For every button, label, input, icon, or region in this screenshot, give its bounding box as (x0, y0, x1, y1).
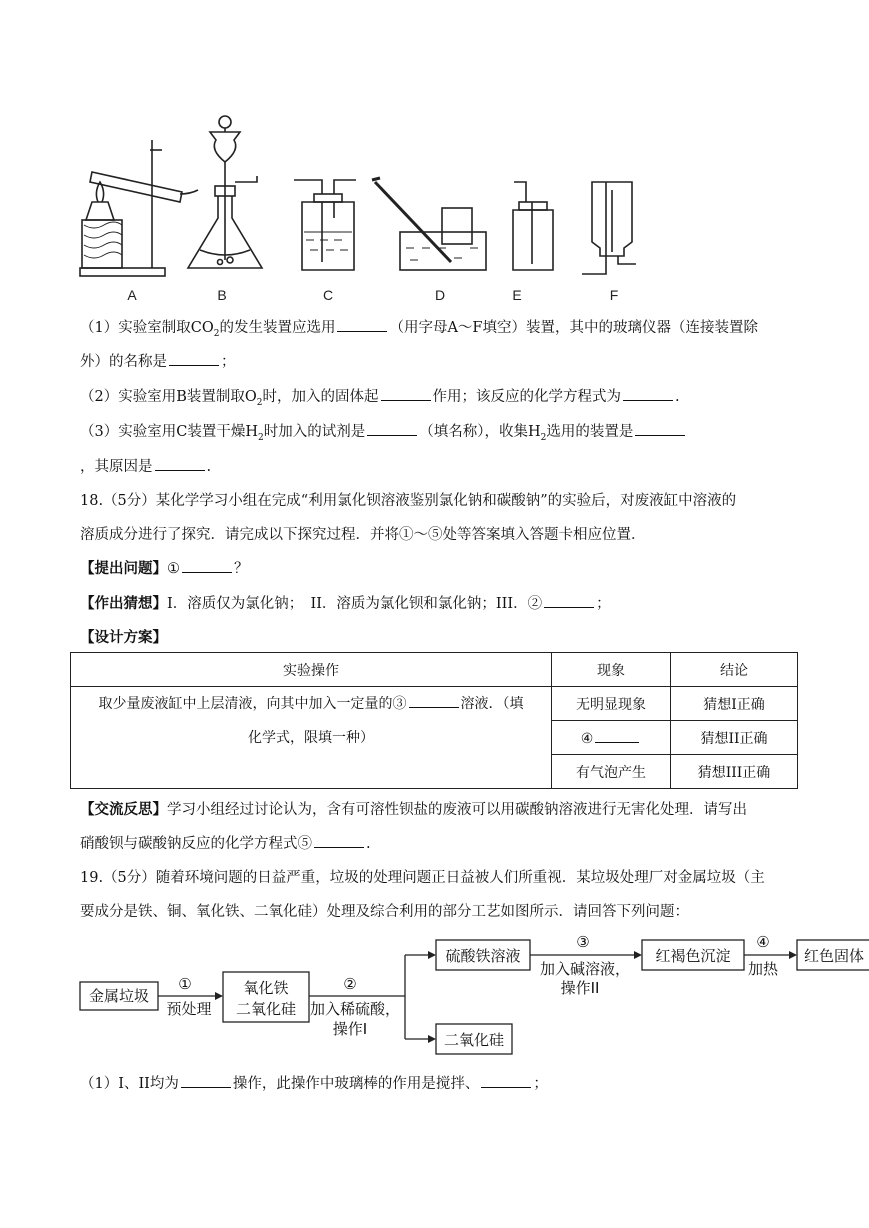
section-label: 【设计方案】 (80, 629, 167, 646)
q18-intro-line2: 溶质成分进行了探究．请完成以下探究过程．并将①～⑤处等答案填入答题卡相应位置． (80, 527, 646, 543)
answer-blank[interactable] (481, 1073, 531, 1088)
header-conclusion: 结论 (671, 653, 798, 687)
text: ① (167, 561, 180, 577)
label-a: A (127, 287, 137, 303)
sub: 2 (213, 328, 220, 339)
step4-text: 加热 (747, 960, 779, 978)
text: ； (533, 1076, 548, 1092)
apparatus-f (582, 182, 636, 274)
text: 学习小组经过讨论认为，含有可溶性钡盐的废液可以用碳酸钠溶液进行无害化处理．请写出 (167, 802, 747, 818)
header-operation: 实验操作 (71, 653, 552, 687)
section-label: 【提出问题】 (80, 560, 167, 577)
apparatus-b (188, 116, 262, 268)
answer-blank[interactable] (409, 693, 459, 708)
experiment-table (70, 652, 798, 789)
box4-text: 二氧化硅 (443, 1031, 505, 1049)
text: . (366, 836, 371, 852)
step1-text: 预处理 (166, 1000, 212, 1018)
q17-part2 (80, 385, 680, 408)
answer-blank[interactable] (314, 833, 364, 848)
text: . (206, 459, 212, 475)
sub: 2 (540, 432, 547, 443)
text: 时，加入的固体起 (262, 389, 379, 405)
box2-line2: 二氧化硅 (235, 1000, 297, 1018)
q17-part3-line2 (80, 455, 211, 476)
box2-line1: 氧化铁 (243, 979, 289, 997)
answer-blank[interactable] (595, 728, 639, 743)
label-f: F (609, 287, 619, 303)
step3-line2: 操作II (560, 979, 600, 997)
text: （1）实验室制取CO (80, 320, 214, 336)
answer-blank[interactable] (367, 421, 417, 436)
text: 选用的装置是 (546, 424, 634, 440)
q18-reflect-line2 (80, 832, 371, 853)
text: 的发生装置应选用 (219, 320, 336, 336)
answer-blank[interactable] (182, 558, 232, 573)
step3-num: ③ (576, 933, 590, 951)
answer-blank[interactable] (544, 593, 594, 608)
step3-line1: 加入碱溶液， (539, 960, 631, 978)
text: （3）实验室用C装置干燥H (80, 424, 258, 440)
text: ④ (580, 731, 594, 747)
q18-ask (80, 557, 249, 578)
box1-text: 金属垃圾 (88, 987, 150, 1005)
text: 化学式，限填一种） (248, 730, 374, 746)
label-c: C (322, 287, 334, 303)
label-d: D (434, 287, 446, 303)
conclusion-cell: 猜想II正确 (671, 721, 798, 755)
step1-num: ① (178, 975, 192, 993)
text: （用字母A～F填空）装置，其中的玻璃仪器（连接装置除 (389, 320, 758, 336)
text: （1）I、II均为 (80, 1076, 179, 1092)
text: 取少量废液缸中上层清液，向其中加入一定量的③ (98, 696, 407, 712)
q17-part3 (80, 420, 687, 443)
text: ，其原因是 (80, 459, 153, 475)
answer-blank[interactable] (155, 456, 205, 471)
box3-text: 硫酸铁溶液 (445, 947, 521, 965)
answer-blank[interactable] (381, 386, 431, 401)
label-e: E (512, 287, 522, 303)
text: 硝酸钡与碳酸钠反应的化学方程式⑤ (80, 836, 312, 852)
box6-text: 红色固体 (803, 947, 865, 965)
text: 作用；该反应的化学方程式为 (432, 389, 622, 405)
apparatus-d (372, 178, 486, 270)
text: （填名称），收集H (419, 424, 541, 440)
text: 操作，此操作中玻璃棒的作用是搅拌、 (232, 1076, 480, 1092)
sub: 2 (257, 432, 264, 443)
text: 溶液．（填 (460, 696, 524, 712)
phenomenon-cell (552, 721, 671, 755)
text: ； (221, 354, 236, 370)
step4-num: ④ (756, 933, 770, 951)
operation-cell (71, 687, 552, 789)
text: . (675, 389, 680, 405)
q19-intro-line1: 19.（5分）随着环境问题的日益严重，垃圾的处理问题正日益被人们所重视．某垃圾处理厂对金属垃圾（主 (80, 870, 765, 886)
phenomenon-cell: 无明显现象 (552, 687, 671, 721)
conclusion-cell: 猜想III正确 (671, 755, 798, 789)
text: 时加入的试剂是 (263, 424, 366, 440)
apparatus-c (294, 180, 356, 270)
text: I．溶质仅为氯化钠； II．溶质为氯化钡和氯化钠；III．② (167, 596, 543, 612)
q19-intro-line2: 要成分是铁、铜、氧化铁、二氧化硅）处理及综合利用的部分工艺如图所示．请回答下列问题： (80, 904, 689, 920)
box5-text: 红褐色沉淀 (655, 947, 731, 965)
section-label: 【作出猜想】 (80, 595, 167, 612)
q17-part1-line1 (80, 316, 758, 339)
apparatus-e (513, 182, 553, 270)
answer-blank[interactable] (169, 351, 219, 366)
step2-line1: 加入稀硫酸， (309, 1000, 401, 1018)
label-b: B (217, 287, 227, 303)
text: ； (596, 596, 611, 612)
answer-blank[interactable] (337, 317, 387, 332)
conclusion-cell: 猜想I正确 (671, 687, 798, 721)
sub: 2 (256, 397, 263, 408)
header-phenomenon: 现象 (552, 653, 671, 687)
apparatus-a (80, 140, 198, 276)
step2-line2: 操作I (332, 1020, 368, 1038)
text: ？ (234, 561, 249, 577)
text: （2）实验室用B装置制取O (80, 389, 257, 405)
q18-intro-line1: 18.（5分）某化学学习小组在完成“利用氯化钡溶液鉴别氯化钠和碳酸钠”的实验后，对废液缸中溶液的 (80, 493, 737, 509)
q18-design (80, 626, 167, 647)
q18-reflect (80, 798, 747, 819)
q19-part1 (80, 1072, 548, 1093)
text: 外）的名称是 (80, 354, 167, 370)
section-label: 【交流反思】 (80, 801, 167, 818)
answer-blank[interactable] (635, 421, 685, 436)
step2-num: ② (343, 975, 357, 993)
answer-blank[interactable] (181, 1073, 231, 1088)
phenomenon-cell: 有气泡产生 (552, 755, 671, 789)
answer-blank[interactable] (623, 386, 673, 401)
q18-guess (80, 592, 611, 613)
apparatus-figure (70, 110, 670, 305)
process-flow-diagram (75, 930, 869, 1060)
q17-part1-line2 (80, 350, 236, 371)
